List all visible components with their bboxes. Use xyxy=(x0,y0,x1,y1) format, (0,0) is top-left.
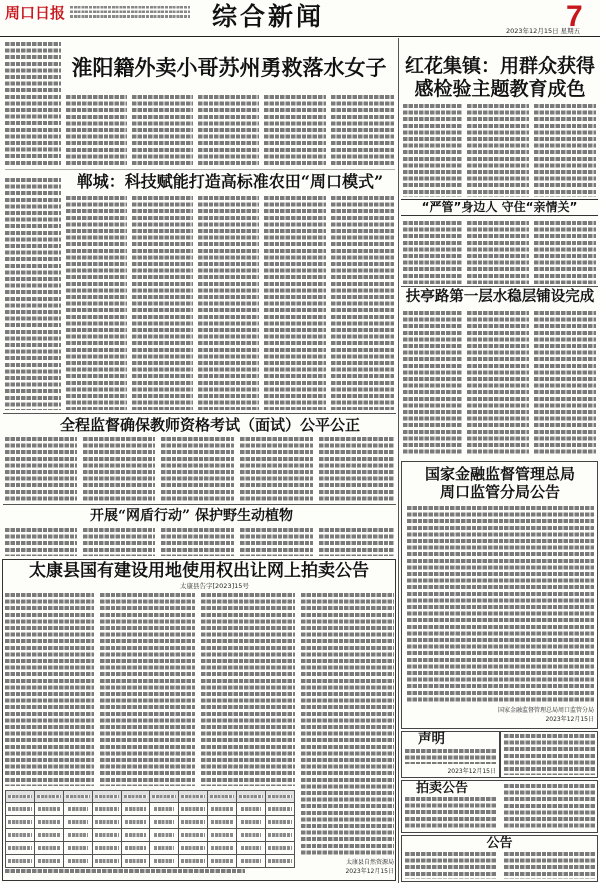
table-cell-text xyxy=(68,833,88,837)
table-cell xyxy=(92,855,121,868)
table-cell-text xyxy=(8,833,32,837)
table-cell xyxy=(208,842,237,855)
table-cell-text xyxy=(125,820,147,824)
table-cell-text xyxy=(38,820,60,824)
table-cell xyxy=(34,829,63,842)
table-cell xyxy=(34,842,63,855)
notice-issuer: 国家金融监督管理总局周口监管分局 xyxy=(497,707,594,714)
article-headline: 淮阳籍外卖小哥苏州勇救落水女子 xyxy=(71,55,387,80)
table-cell xyxy=(63,791,92,803)
newspaper-logo: 周口日报 xyxy=(5,4,66,22)
table-cell-text xyxy=(210,795,234,798)
article-body-column xyxy=(83,528,155,556)
table-cell-text xyxy=(154,807,174,811)
table-cell xyxy=(179,791,208,803)
table-cell-text xyxy=(181,795,205,798)
general-notice-body xyxy=(405,852,497,879)
table-cell-text xyxy=(95,807,119,811)
table-cell xyxy=(121,791,150,803)
table-cell xyxy=(121,829,150,842)
article-headline-line: 红花集镇：用群众获得 xyxy=(404,55,595,77)
article-body-column xyxy=(331,196,394,410)
table-cell-text xyxy=(37,795,61,798)
table-row xyxy=(6,829,295,842)
table-cell-text xyxy=(154,820,174,824)
table-cell xyxy=(179,816,208,829)
article-body-column xyxy=(534,311,596,454)
table-cell xyxy=(266,855,295,868)
table-cell-text xyxy=(68,859,88,863)
table-cell-text xyxy=(241,846,261,850)
table-cell-text xyxy=(268,859,292,863)
table-cell xyxy=(34,791,63,803)
auction-notice-body xyxy=(504,784,595,830)
table-cell-text xyxy=(68,807,88,811)
table-row xyxy=(6,855,295,868)
table-cell xyxy=(237,829,266,842)
article-headline: 扶亭路第一层水稳层铺设完成 xyxy=(405,288,595,305)
article-body-column xyxy=(5,178,61,410)
table-cell-text xyxy=(268,807,292,811)
table-cell xyxy=(63,803,92,816)
table-cell xyxy=(266,842,295,855)
article-body-column xyxy=(319,437,394,501)
notice-body-column xyxy=(100,593,195,786)
table-cell xyxy=(179,855,208,868)
table-cell xyxy=(121,803,150,816)
article-body-column xyxy=(5,437,77,501)
notice-title: 太康县国有建设用地使用权出让网上拍卖公告 xyxy=(29,561,369,581)
table-cell-text xyxy=(125,833,147,837)
notice-title-line: 国家金融监督管理总局 xyxy=(424,465,575,483)
table-row xyxy=(6,842,295,855)
table-cell-text xyxy=(95,820,119,824)
table-cell xyxy=(92,842,121,855)
article-body-column xyxy=(467,221,529,284)
table-cell xyxy=(237,791,266,803)
table-cell-text xyxy=(211,833,233,837)
article-body-column xyxy=(161,528,234,556)
article-body-column xyxy=(132,196,193,410)
table-cell-text xyxy=(181,807,205,811)
article-body-column xyxy=(240,528,313,556)
notice-body xyxy=(407,506,594,703)
table-cell-text xyxy=(268,820,292,824)
section-title: 综合新闻 xyxy=(212,2,325,31)
table-cell xyxy=(63,842,92,855)
article-body-column xyxy=(331,95,394,166)
article-headline: 开展“网盾行动” 保护野生动植物 xyxy=(90,508,293,524)
table-cell xyxy=(237,842,266,855)
table-cell-text xyxy=(154,846,174,850)
table-cell xyxy=(6,842,35,855)
table-cell-text xyxy=(154,859,174,863)
article-headline: 全程监督确保教师资格考试（面试）公平公正 xyxy=(60,416,361,434)
table-cell-text xyxy=(8,795,32,798)
table-cell xyxy=(150,816,179,829)
general-notice-title: 公告 xyxy=(486,836,513,851)
article-body-column xyxy=(198,196,259,410)
table-cell xyxy=(266,829,295,842)
table-cell-text xyxy=(8,859,32,863)
table-cell-text xyxy=(38,859,60,863)
table-cell xyxy=(208,791,237,803)
table-cell-text xyxy=(241,820,261,824)
table-cell-text xyxy=(181,859,205,863)
table-cell-text xyxy=(268,846,292,850)
table-cell-text xyxy=(268,833,292,837)
table-cell-text xyxy=(8,820,32,824)
table-cell xyxy=(63,829,92,842)
table-cell xyxy=(92,829,121,842)
table-cell xyxy=(6,803,35,816)
table-cell xyxy=(266,816,295,829)
article-separator xyxy=(3,504,396,505)
table-cell-text xyxy=(181,820,205,824)
table-cell-text xyxy=(95,795,119,798)
auction-notice-title: 拍卖公告 xyxy=(416,781,469,796)
article-body-column xyxy=(534,221,596,284)
table-cell xyxy=(208,855,237,868)
table-cell-text xyxy=(181,833,205,837)
auction-notice-body xyxy=(405,797,497,830)
table-row xyxy=(6,816,295,829)
article-body-column xyxy=(467,104,529,197)
table-cell xyxy=(34,803,63,816)
table-cell-text xyxy=(125,846,147,850)
issue-date: 2023年12月15日 星期五 xyxy=(506,27,581,35)
table-cell xyxy=(6,855,35,868)
article-body-column xyxy=(264,196,326,410)
table-cell xyxy=(179,803,208,816)
table-cell-text xyxy=(211,820,233,824)
table-header-row xyxy=(6,791,295,803)
notice-number: 太康县告字[2023]15号 xyxy=(180,582,249,590)
table-cell-text xyxy=(154,833,174,837)
article-body-column xyxy=(240,437,313,501)
table-cell-text xyxy=(181,846,205,850)
table-cell-text xyxy=(152,795,176,798)
article-body-column xyxy=(264,95,326,166)
table-cell-text xyxy=(241,807,261,811)
table-cell-text xyxy=(241,833,261,837)
column-divider xyxy=(398,38,399,883)
table-cell-text xyxy=(211,846,233,850)
table-cell xyxy=(6,829,35,842)
table-cell xyxy=(121,816,150,829)
table-cell-text xyxy=(8,846,32,850)
article-body-column xyxy=(66,95,127,166)
notice-body-column xyxy=(201,593,295,786)
article-body-column xyxy=(403,221,462,284)
statement-title: 声明 xyxy=(418,731,445,747)
table-cell xyxy=(150,842,179,855)
page-number: 7 xyxy=(566,0,583,33)
table-cell-text xyxy=(38,846,60,850)
table-cell xyxy=(92,791,121,803)
notice-body-column xyxy=(301,593,394,855)
table-cell-text xyxy=(124,795,148,798)
article-body-column xyxy=(161,437,234,501)
table-row xyxy=(6,803,295,816)
article-headline-line: 感检验主题教育成色 xyxy=(414,78,586,100)
article-body-column xyxy=(132,95,193,166)
table-cell xyxy=(63,855,92,868)
notice-body-column xyxy=(5,593,94,786)
classified-body xyxy=(504,734,595,775)
table-cell-text xyxy=(95,859,119,863)
table-cell-text xyxy=(268,795,292,798)
table-cell-text xyxy=(8,807,32,811)
table-cell-text xyxy=(211,807,233,811)
notice-issuer: 太康县自然资源局 xyxy=(345,859,394,866)
article-body-column xyxy=(403,104,462,197)
table-cell xyxy=(150,791,179,803)
masthead-rule xyxy=(0,36,600,37)
notice-date: 2023年12月15日 xyxy=(345,868,394,875)
masthead-credits xyxy=(70,6,190,19)
table-cell xyxy=(63,816,92,829)
table-cell-text xyxy=(38,833,60,837)
table-cell xyxy=(237,803,266,816)
table-cell-text xyxy=(95,846,119,850)
article-body-column xyxy=(83,437,155,501)
table-cell xyxy=(150,829,179,842)
general-notice-body xyxy=(504,852,595,879)
article-headline-bar: “严管”身边人 守住“亲情关” xyxy=(401,199,598,216)
table-cell xyxy=(150,803,179,816)
table-cell xyxy=(179,842,208,855)
table-cell xyxy=(34,855,63,868)
table-cell xyxy=(237,816,266,829)
article-separator xyxy=(3,413,396,414)
table-cell-text xyxy=(241,859,261,863)
article-body-column xyxy=(66,196,127,410)
article-separator xyxy=(401,286,598,287)
table-cell-text xyxy=(38,807,60,811)
statement-body xyxy=(405,749,496,764)
table-cell xyxy=(6,791,35,803)
table-cell xyxy=(34,816,63,829)
table-cell xyxy=(266,803,295,816)
notice-title-line: 周口监管分局公告 xyxy=(439,483,560,501)
article-headline: 郸城：科技赋能打造高标准农田“周口模式” xyxy=(76,172,384,191)
article-body-column xyxy=(534,104,596,197)
table-cell-text xyxy=(68,846,88,850)
table-cell-text xyxy=(68,820,88,824)
table-cell xyxy=(150,855,179,868)
table-cell-text xyxy=(125,859,147,863)
table-cell xyxy=(208,803,237,816)
table-cell xyxy=(121,855,150,868)
table-cell-text xyxy=(95,833,119,837)
article-body-column xyxy=(319,528,394,556)
article-separator xyxy=(5,169,395,170)
table-cell-text xyxy=(239,795,263,798)
statement-date: 2023年12月15日 xyxy=(447,768,496,775)
table-cell-text xyxy=(66,795,90,798)
article-body-column xyxy=(403,311,462,454)
table-cell xyxy=(6,816,35,829)
table-cell xyxy=(121,842,150,855)
table-cell xyxy=(92,816,121,829)
notice-date: 2023年12月15日 xyxy=(545,716,594,723)
article-body-column xyxy=(5,528,77,556)
article-body-column xyxy=(467,311,529,454)
table-cell xyxy=(208,829,237,842)
table-cell-text xyxy=(125,807,147,811)
table-cell xyxy=(179,829,208,842)
table-cell xyxy=(266,791,295,803)
table-cell xyxy=(208,816,237,829)
article-body-column xyxy=(5,42,61,166)
article-body-column xyxy=(198,95,259,166)
table-cell-text xyxy=(211,859,233,863)
land-parcel-table xyxy=(5,790,295,868)
table-cell xyxy=(92,803,121,816)
table-cell xyxy=(237,855,266,868)
table-footnote xyxy=(5,869,245,874)
